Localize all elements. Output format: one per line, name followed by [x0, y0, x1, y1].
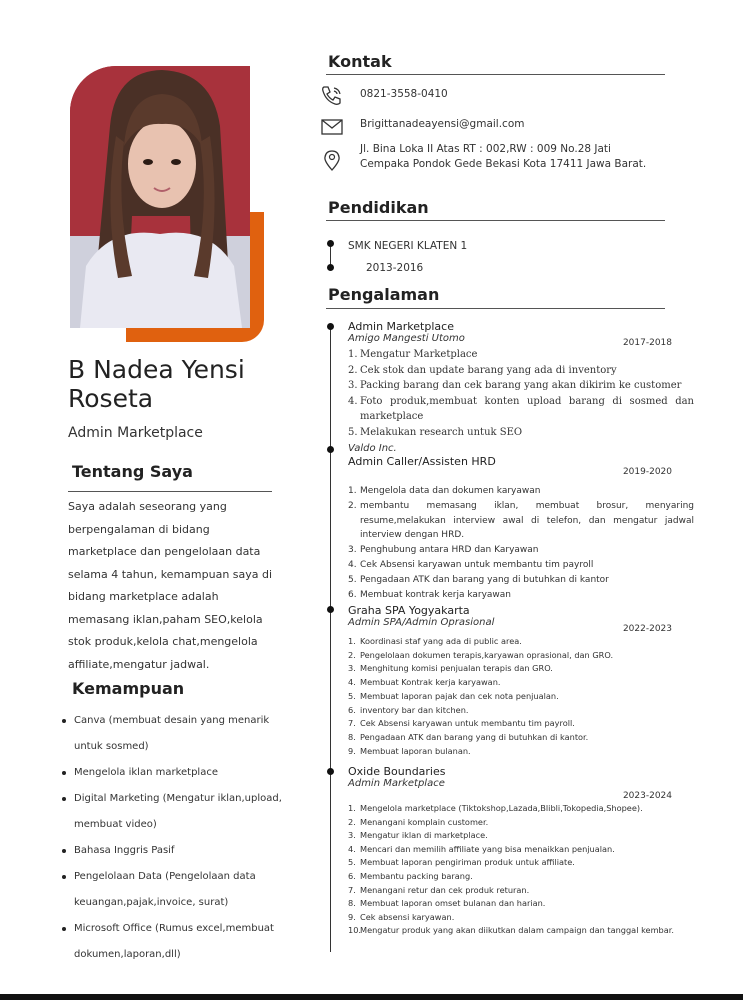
contact-divider	[326, 74, 665, 75]
job-dot	[327, 606, 334, 613]
skills-heading: Kemampuan	[72, 679, 185, 698]
job-years: 2023-2024	[622, 791, 672, 801]
job-duties	[348, 484, 694, 602]
duty-item: 2. membantu memasang iklan, membuat brosur, menyaring resume,melakukan interview awal di telefon, dan mengatur jadwal interview dengan HRD.	[348, 500, 694, 541]
school-years: 2013-2016	[366, 262, 424, 274]
skill-item: Bahasa Inggris Pasif	[60, 838, 300, 864]
school-name: SMK NEGERI KLATEN 1	[348, 240, 468, 252]
contact-email-row	[320, 116, 660, 138]
about-text: Saya adalah seseorang yang berpengalaman di bidang marketplace dan pengelolaan data selama 4 tahun, kemampuan saya di bidang marketplace adalah memasang iklan,paham SEO,kelola stok produk,kelola chat,mengelola affiliate,mengatur jadwal.	[68, 500, 273, 671]
skill-item: Canva (membuat desain yang menarik untuk sosmed)	[60, 708, 300, 760]
duty-item: 4. Mencari dan memilih affiliate yang bisa menaikkan penjualan.	[348, 843, 615, 854]
about-divider	[68, 491, 272, 492]
duty-item: 5. Pengadaan ATK dan barang yang di butuhkan di kantor	[348, 574, 609, 585]
duty-item: 6. Membuat kontrak kerja karyawan	[348, 589, 512, 600]
contact-phone-row	[320, 84, 660, 106]
name-line-1: B Nadea Yensi	[68, 355, 245, 384]
duty-item: 3. Menghitung komisi penjualan terapis dan GRO.	[348, 663, 553, 674]
duty-item: 1. Mengelola marketplace (Tiktokshop,Lazada,Blibli,Tokopedia,Shopee).	[348, 803, 643, 813]
job-years: 2019-2020	[622, 467, 672, 477]
education-dot	[327, 240, 334, 247]
duty-item: 5. Membuat laporan pengiriman produk untuk affiliate.	[348, 857, 575, 868]
skill-item: Microsoft Office (Rumus excel,membuat dokumen,laporan,dll)	[60, 916, 300, 968]
job-title: Admin Caller/Assisten HRD	[348, 455, 496, 468]
duty-item: 3. Penghubung antara HRD dan Karyawan	[348, 545, 539, 556]
duty-item: 3. Packing barang dan cek barang yang akan dikirim ke customer	[348, 380, 682, 391]
full-name	[68, 355, 245, 413]
duty-item: 7. Menangani retur dan cek produk returan.	[348, 884, 530, 895]
duty-item: 8. Pengadaan ATK dan barang yang di butuhkan di kantor.	[348, 731, 589, 742]
education-dot-end	[327, 264, 334, 271]
duty-item: 4. Membuat Kontrak kerja karyawan.	[348, 677, 501, 688]
job-role: Admin Marketplace	[348, 778, 445, 789]
duty-item: 2. Cek stok dan update barang yang ada di inventory	[348, 364, 617, 376]
contact-address-row	[320, 142, 660, 172]
job-role: Admin SPA/Admin Oprasional	[348, 617, 495, 628]
profile-photo	[70, 66, 266, 342]
portrait-image	[70, 66, 250, 328]
about-heading: Tentang Saya	[72, 462, 193, 481]
duty-item: 1. Mengelola data dan dokumen karyawan	[348, 486, 541, 496]
duty-item: 9. Cek absensi karyawan.	[348, 911, 455, 922]
duty-item: 8. Membuat laporan omset bulanan dan harian.	[348, 898, 546, 909]
job-duties	[348, 635, 694, 758]
job-company: Amigo Mangesti Utomo	[348, 333, 465, 344]
name-line-2: Roseta	[68, 384, 154, 413]
duty-item: 5. Melakukan research untuk SEO	[348, 426, 523, 438]
duty-item: 10. Mengatur produk yang akan diikutkan dalam campaign dan tanggal kembar.	[348, 925, 674, 936]
job-entry	[348, 443, 694, 602]
job-duties	[348, 347, 694, 440]
skill-item: Pengelolaan Data (Pengelolaan data keuangan,pajak,invoice, surat)	[60, 864, 300, 916]
phone-icon	[320, 84, 344, 106]
job-entry	[348, 765, 694, 938]
duty-item: 9. Membuat laporan bulanan.	[348, 745, 471, 756]
skills-list	[60, 708, 300, 968]
experience-heading: Pengalaman	[328, 285, 440, 304]
mail-icon	[320, 116, 344, 138]
job-entry	[348, 604, 694, 758]
duty-item: 1. Koordinasi staf yang ada di public area.	[348, 636, 522, 646]
experience-timeline	[330, 326, 331, 952]
duty-item: 6. Membantu packing barang.	[348, 870, 473, 881]
bottom-border	[0, 994, 743, 1000]
duty-item: 4. Cek Absensi karyawan untuk membantu tim payroll	[348, 559, 594, 570]
phone-number: 0821-3558-0410	[360, 88, 448, 100]
duty-item: 4. Foto produk,membuat konten upload barang di sosmed dan marketplace	[348, 395, 694, 422]
job-role: Admin Marketplace	[68, 425, 203, 441]
job-title: Admin Marketplace	[348, 320, 454, 333]
job-dot	[327, 323, 334, 330]
duty-item: 2. Pengelolaan dokumen terapis,karyawan oprasional, dan GRO.	[348, 649, 614, 660]
duty-item: 3. Mengatur iklan di marketplace.	[348, 830, 488, 841]
job-years: 2017-2018	[622, 338, 672, 348]
experience-divider	[326, 308, 665, 309]
job-title: Oxide Boundaries	[348, 765, 446, 778]
education-heading: Pendidikan	[328, 198, 429, 217]
duty-item: 7. Cek Absensi karyawan untuk membantu tim payroll.	[348, 718, 575, 729]
duty-item: 5. Membuat laporan pajak dan cek nota penjualan.	[348, 690, 559, 701]
contact-heading: Kontak	[328, 52, 392, 71]
skill-item: Digital Marketing (Mengatur iklan,upload, membuat video)	[60, 786, 300, 838]
job-dot	[327, 446, 334, 453]
skill-item: Mengelola iklan marketplace	[60, 760, 300, 786]
home-address: Jl. Bina Loka II Atas RT : 002,RW : 009 No.28 Jati Cempaka Pondok Gede Bekasi Kota 17411 Jawa Barat.	[360, 143, 647, 170]
job-entry	[348, 320, 694, 440]
job-company: Valdo Inc.	[348, 443, 397, 454]
education-divider	[326, 220, 665, 221]
duty-item: 1. Mengatur Marketplace	[348, 349, 478, 360]
duty-item: 2. Menangani komplain customer.	[348, 816, 489, 827]
job-dot	[327, 768, 334, 775]
location-pin-icon	[320, 150, 344, 172]
job-duties	[348, 802, 694, 938]
duty-item: 6. inventory bar dan kitchen.	[348, 704, 469, 715]
job-years: 2022-2023	[622, 624, 672, 634]
job-title: Graha SPA Yogyakarta	[348, 604, 470, 617]
email-address: Brigittanadeayensi@gmail.com	[360, 118, 525, 130]
